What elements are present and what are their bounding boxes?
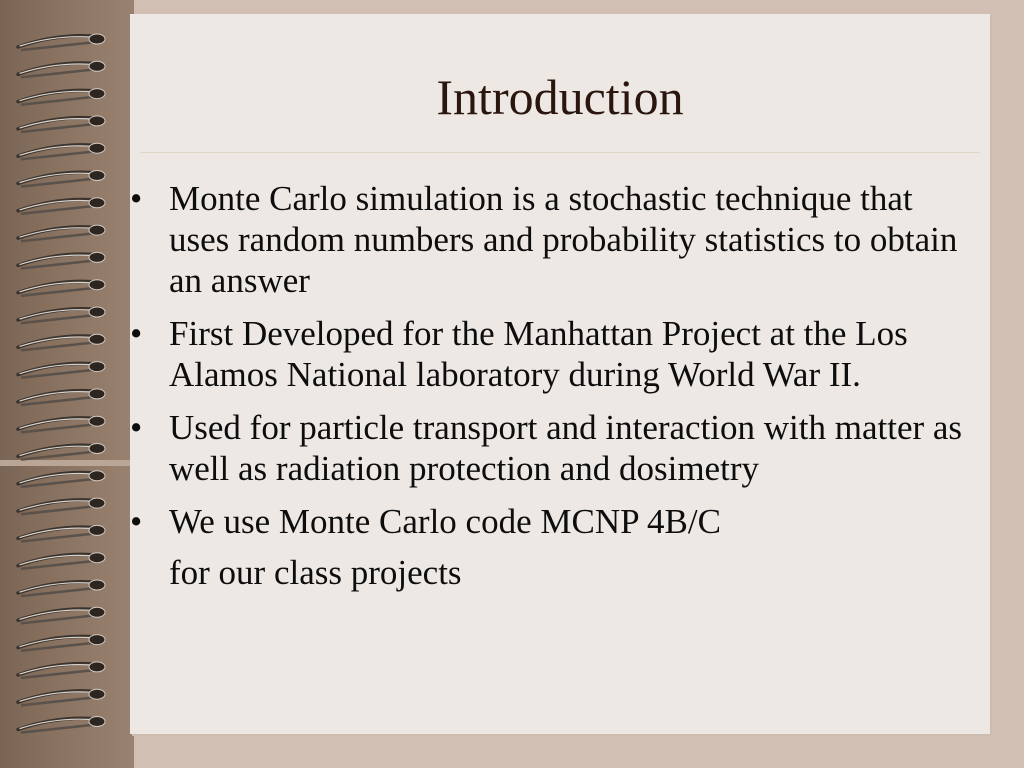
bullet-marker: •	[130, 408, 143, 447]
bullet-continuation: for our class projects	[169, 553, 462, 592]
spiral-ring	[18, 717, 105, 733]
spiral-ring	[18, 389, 105, 405]
spiral-ring	[18, 471, 105, 487]
bullet-item	[130, 501, 970, 593]
spiral-ring	[18, 525, 105, 541]
spiral-ring	[18, 689, 105, 705]
spiral-ring	[18, 61, 105, 77]
spiral-ring	[18, 252, 105, 268]
bullet-marker: •	[130, 502, 143, 541]
spiral-ring	[18, 607, 105, 623]
spiral-ring	[18, 225, 105, 241]
spiral-ring	[18, 280, 105, 296]
spiral-ring	[18, 580, 105, 596]
spiral-ring	[18, 416, 105, 432]
spiral-ring	[18, 143, 105, 159]
title-divider	[140, 152, 980, 153]
spiral-ring	[18, 498, 105, 514]
bullet-marker: •	[130, 179, 143, 218]
spiral-ring	[18, 362, 105, 378]
bullet-text: Monte Carlo simulation is a stochastic technique that uses random numbers and probability statistics to obtain an answer	[169, 179, 958, 300]
bullet-item	[130, 178, 970, 301]
bullet-text: Used for particle transport and interaction with matter as well as radiation protection and dosimetry	[169, 408, 963, 488]
spiral-ring	[18, 34, 105, 50]
spiral-ring	[18, 635, 105, 651]
spiral-ring	[18, 171, 105, 187]
bullet-item	[130, 313, 970, 395]
slide-paper	[130, 14, 990, 734]
spiral-binding-icon	[0, 0, 134, 768]
spiral-ring	[18, 662, 105, 678]
spiral-ring	[18, 198, 105, 214]
bullet-text: We use Monte Carlo code MCNP 4B/C	[169, 502, 721, 541]
bullet-item	[130, 407, 970, 489]
bullet-list	[130, 178, 970, 605]
spiral-ring	[18, 334, 105, 350]
spiral-ring	[18, 444, 105, 460]
spiral-ring	[18, 553, 105, 569]
bullet-text: First Developed for the Manhattan Project at the Los Alamos National laboratory during World War II.	[169, 314, 908, 394]
spiral-ring	[18, 307, 105, 323]
spiral-ring	[18, 89, 105, 105]
slide-title: Introduction	[436, 69, 684, 125]
spiral-ring	[18, 116, 105, 132]
bullet-marker: •	[130, 314, 143, 353]
